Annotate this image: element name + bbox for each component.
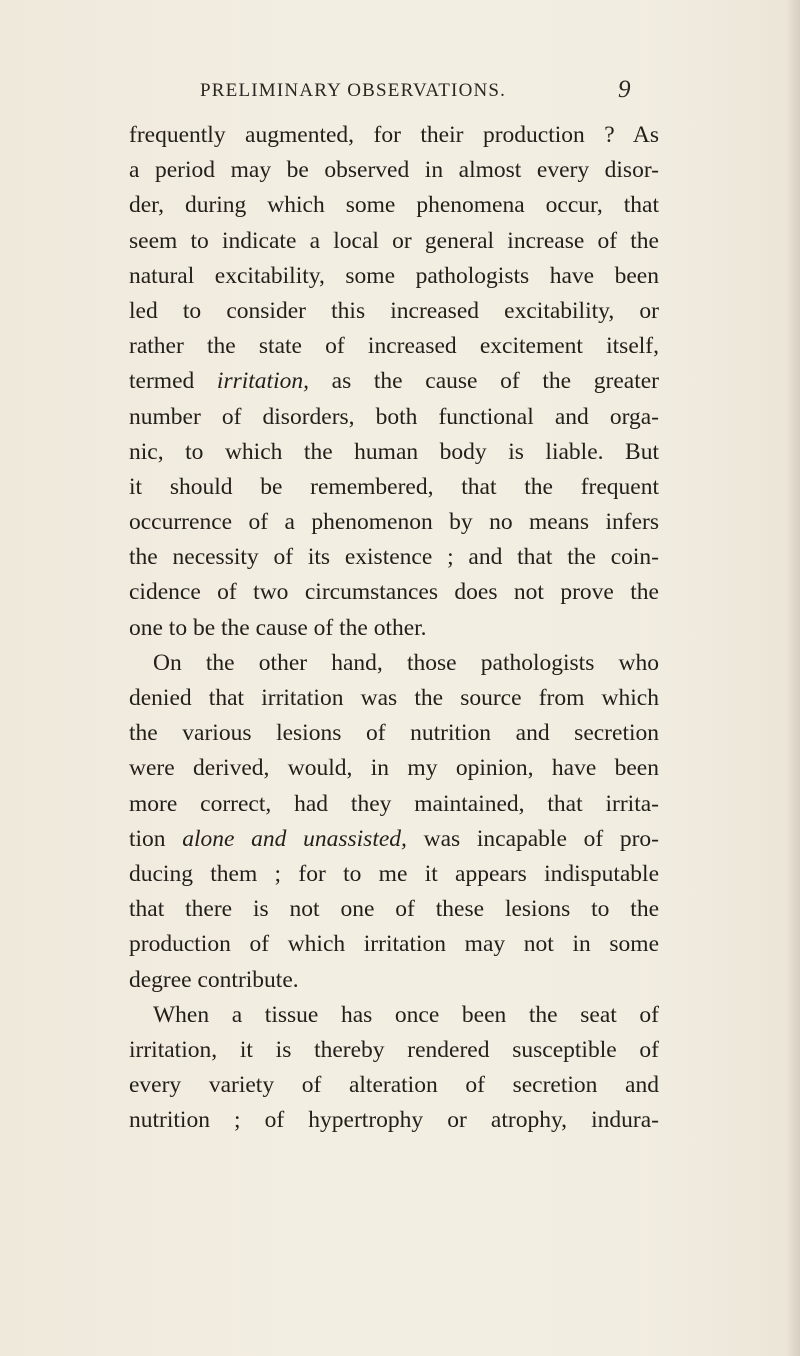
text-segment: led to consider this increased excitability, or	[129, 297, 659, 324]
text-line	[129, 575, 659, 610]
text-segment: a period may be observed in almost every disor-	[129, 157, 659, 184]
text-line	[129, 646, 659, 681]
text-segment: When a tissue has once been the seat of	[153, 1001, 659, 1028]
text-segment: irritation, it is thereby rendered susceptible of	[129, 1036, 659, 1063]
text-segment: occurrence of a phenomenon by no means infers	[129, 509, 659, 536]
text-segment: termed	[129, 368, 217, 395]
page-header	[200, 76, 640, 106]
text-segment: that there is not one of these lesions to the	[129, 896, 659, 923]
text-segment: tion	[129, 825, 183, 852]
text-line	[129, 998, 659, 1033]
text-segment: On the other hand, those pathologists who	[153, 649, 659, 676]
text-segment: as the cause of the greater	[308, 368, 659, 395]
text-segment: natural excitability, some pathologists have been	[129, 262, 659, 289]
page-edge-shadow	[786, 0, 800, 1356]
italic-text: irritation,	[216, 368, 309, 395]
text-line	[129, 400, 659, 435]
text-line	[129, 224, 659, 259]
text-line	[129, 364, 659, 399]
text-segment: nic, to which the human body is liable. But	[129, 438, 659, 465]
text-segment: cidence of two circumstances does not prove the	[129, 579, 659, 606]
text-line	[129, 892, 659, 927]
text-line	[129, 787, 659, 822]
text-segment: der, during which some phenomena occur, that	[129, 192, 659, 219]
text-segment: were derived, would, in my opinion, have been	[129, 755, 659, 782]
text-segment: nutrition ; of hypertrophy or atrophy, indura-	[129, 1107, 659, 1134]
text-segment: frequently augmented, for their production ? As	[129, 122, 659, 148]
text-line	[129, 259, 659, 294]
text-line	[129, 611, 659, 646]
text-segment: the various lesions of nutrition and secretion	[129, 720, 659, 747]
text-line	[129, 1033, 659, 1068]
text-segment: ducing them ; for to me it appears indisputable	[129, 860, 659, 887]
text-segment: was incapable of pro-	[406, 825, 660, 852]
page-number: 9	[618, 76, 631, 103]
text-line	[129, 435, 659, 470]
text-line	[129, 822, 659, 857]
text-line	[129, 153, 659, 188]
text-segment: rather the state of increased excitement itself,	[129, 333, 659, 360]
text-line	[129, 118, 659, 153]
text-line	[129, 751, 659, 786]
text-line	[129, 470, 659, 505]
text-segment: it should be remembered, that the frequent	[129, 473, 659, 500]
text-segment: degree contribute.	[129, 966, 299, 993]
text-line	[129, 329, 659, 364]
text-segment: denied that irritation was the source from which	[129, 685, 659, 711]
text-segment: every variety of alteration of secretion and	[129, 1072, 659, 1099]
text-line	[129, 505, 659, 540]
text-line	[129, 1068, 659, 1103]
running-head: PRELIMINARY OBSERVATIONS.	[200, 80, 507, 101]
text-segment: more correct, had they maintained, that irrita-	[129, 790, 659, 817]
text-line	[129, 1103, 659, 1138]
text-line	[129, 857, 659, 892]
italic-text: alone and unassisted,	[182, 825, 407, 852]
text-line	[129, 540, 659, 575]
text-segment: one to be the cause of the other.	[129, 614, 427, 641]
text-line	[129, 294, 659, 329]
text-line	[129, 681, 659, 716]
text-segment: seem to indicate a local or general increase of the	[129, 227, 659, 254]
text-line	[129, 188, 659, 223]
text-segment: number of disorders, both functional and orga-	[129, 403, 659, 430]
body-text	[129, 118, 659, 1138]
text-line	[129, 963, 659, 998]
text-segment: the necessity of its existence ; and that the coin-	[129, 544, 659, 571]
text-line	[129, 716, 659, 751]
text-line	[129, 927, 659, 962]
text-segment: production of which irritation may not in some	[129, 931, 659, 958]
